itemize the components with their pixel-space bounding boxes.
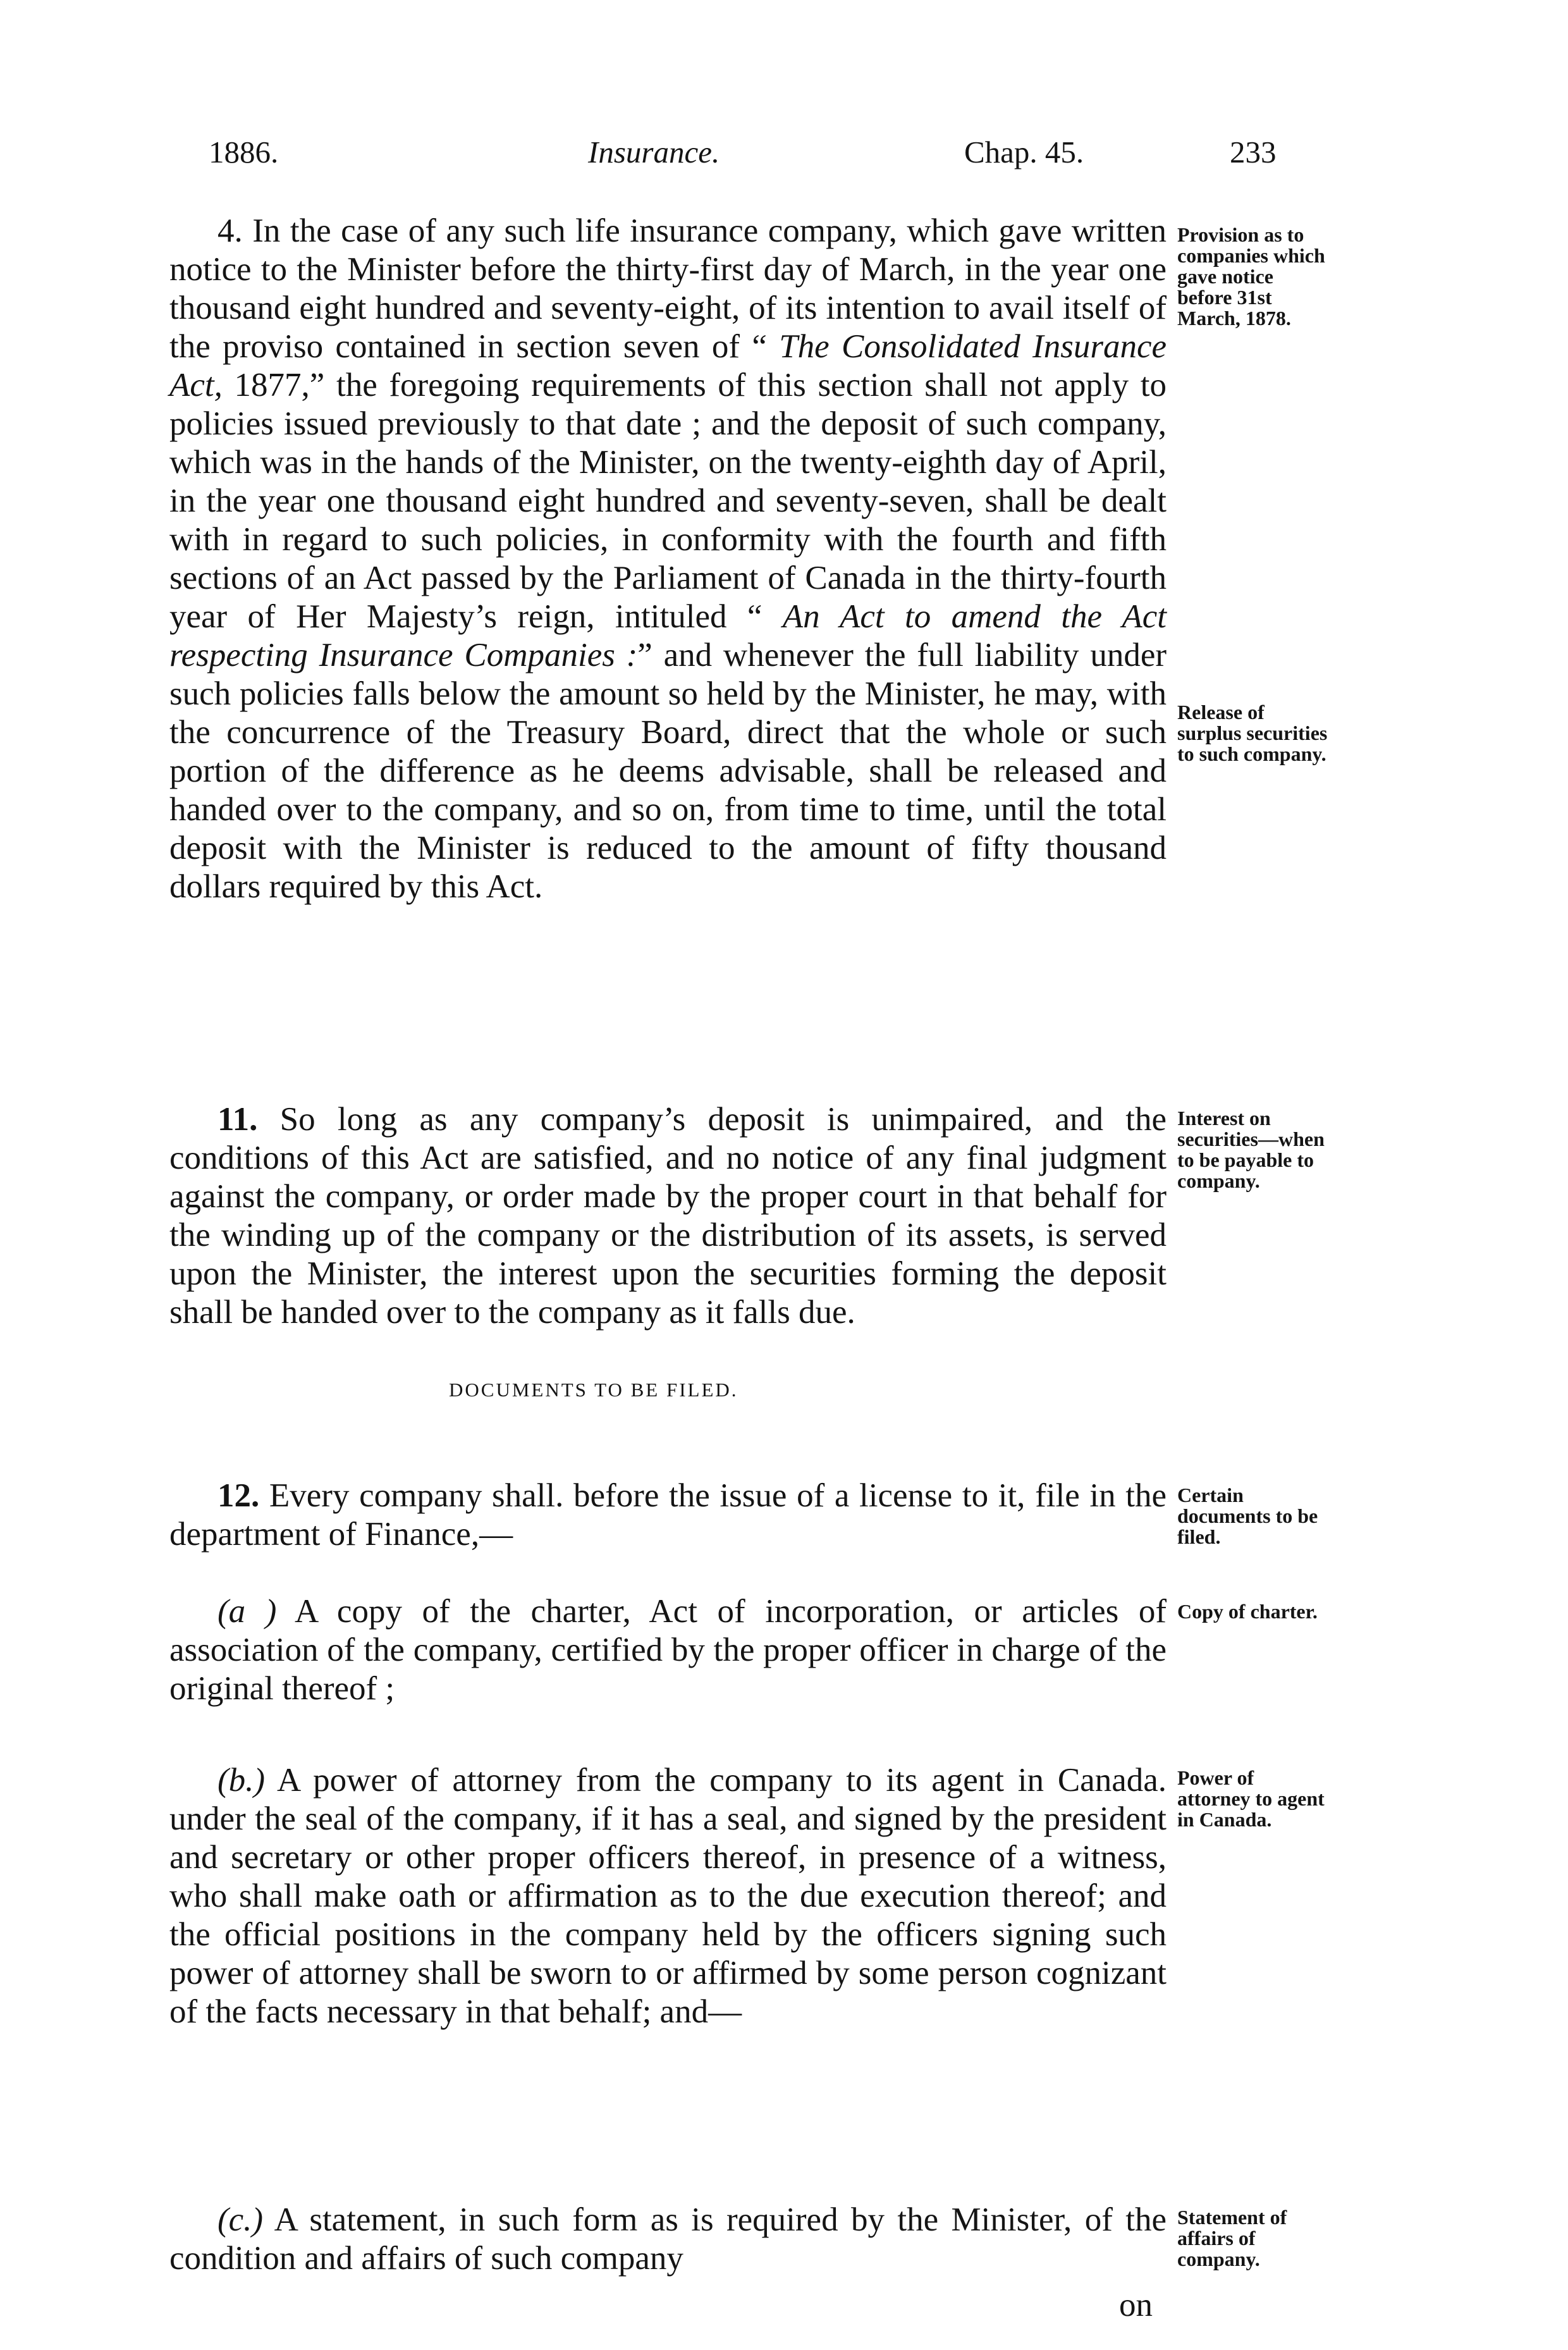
section-4-act-title: An Act to amend the Act respecting Insurance Companies : [169,598,1167,674]
section-4-text-a: In the case of any such life insurance company, which gave written notice to the Minister before the thirty-first day of March, in the year one thousand eight hundred and seventy-eight, of its intention to avail itself of the proviso contained in section seven of “ [169,212,1167,365]
margin-note-attorney: Power of attorney to agent in Canada. [1177,1766,1325,1831]
section-4-number: 4. [217,212,243,249]
item-b-paragraph [169,1761,1167,2031]
section-12-item-a [169,1592,1167,1708]
section-4-text-b: 1877,” the foregoing requirements of this section shall not apply to policies issued previously to that date ; and the deposit of such company, which was in the hands of the Minister, on the twenty-eighth day of April, in the year one thousand eight hundred and seventy-seven, shall be dealt with in regard to such policies, in conformity with the fourth and fifth sections of an Act passed by the Parliament of Canada in the thirty-fourth year of Her Majesty’s reign, intituled “ [169,367,1167,635]
item-a-paragraph [169,1592,1167,1708]
item-b-text: A power of attorney from the company to its agent in Canada. under the seal of the company, if it has a seal, and signed by the president and secretary or other proper officers thereof, in presence of a witness, who shall make oath or affirmation as to the due execution thereof; and the official positions in the company held by the officers signing such power of attorney shall be sworn to or affirmed by some person cognizant of the facts necessary in that behalf; and— [169,1762,1167,2030]
header-chapter: Chap. 45. [964,135,1084,169]
section-12-item-b [169,1761,1167,2031]
margin-note-interest: Interest on securities—when to be payable to company. [1177,1107,1325,1192]
margin-note-statement: Statement of affairs of company. [1177,2206,1287,2270]
header-page-number: 233 [1230,135,1277,169]
header-title: Insurance. [588,135,720,169]
section-4-text-c: ” and whenever the full liability under such policies falls below the amount so held by the Minister, he may, with the concurrence of the Treasury Board, direct that the whole or such portion of the difference as he deems advisable, shall be released and handed over to the company, and so on, from time to time, until the total deposit with the Minister is reduced to the amount of fifty thousand dollars required by this Act. [169,637,1167,905]
documents-heading: DOCUMENTS TO BE FILED. [449,1379,738,1401]
item-a-label: (a ) [217,1593,277,1630]
margin-note-provision: Provision as to companies which gave notice before 31st March, 1878. [1177,223,1325,329]
section-12-intro-text: Every company shall. before the issue of a license to it, file in the department of Finance,— [169,1477,1167,1553]
section-11-text: So long as any company’s deposit is unimpaired, and the conditions of this Act are satisfied, and no notice of any final judgment against the company, or order made by the proper court in that behalf for the winding up of the company or the distribution of its assets, is served upon the Minister, the interest upon the securities forming the deposit shall be handed over to the company as it falls due. [169,1101,1167,1331]
margin-note-charter: Copy of charter. [1177,1600,1318,1623]
item-a-text: A copy of the charter, Act of incorporation, or articles of association of the company, certified by the proper officer in charge of the original thereof ; [169,1593,1167,1707]
section-4-act-name: The Consolidated Insurance Act, [169,328,1167,403]
section-12-intro [169,1477,1167,1554]
margin-note-release: Release of surplus securities to such company. [1177,701,1328,765]
section-11-paragraph [169,1100,1167,1332]
item-c-label: (c.) [217,2201,264,2238]
item-c-text: A statement, in such form as is required by the Minister, of the condition and affairs of such company [169,2201,1167,2277]
item-b-label: (b.) [217,1762,266,1799]
section-4-paragraph [169,212,1167,906]
page-header [209,134,1293,185]
catchword: on [1119,2287,1153,2323]
section-12-item-c [169,2201,1167,2278]
margin-note-documents: Certain documents to be filed. [1177,1484,1318,1548]
section-12-number: 12. [217,1477,260,1514]
section-12-paragraph [169,1477,1167,1554]
section-11-number: 11. [217,1101,258,1138]
item-c-paragraph [169,2201,1167,2278]
header-year: 1886. [209,135,279,169]
section-11 [169,1100,1167,1332]
section-4 [169,212,1167,906]
